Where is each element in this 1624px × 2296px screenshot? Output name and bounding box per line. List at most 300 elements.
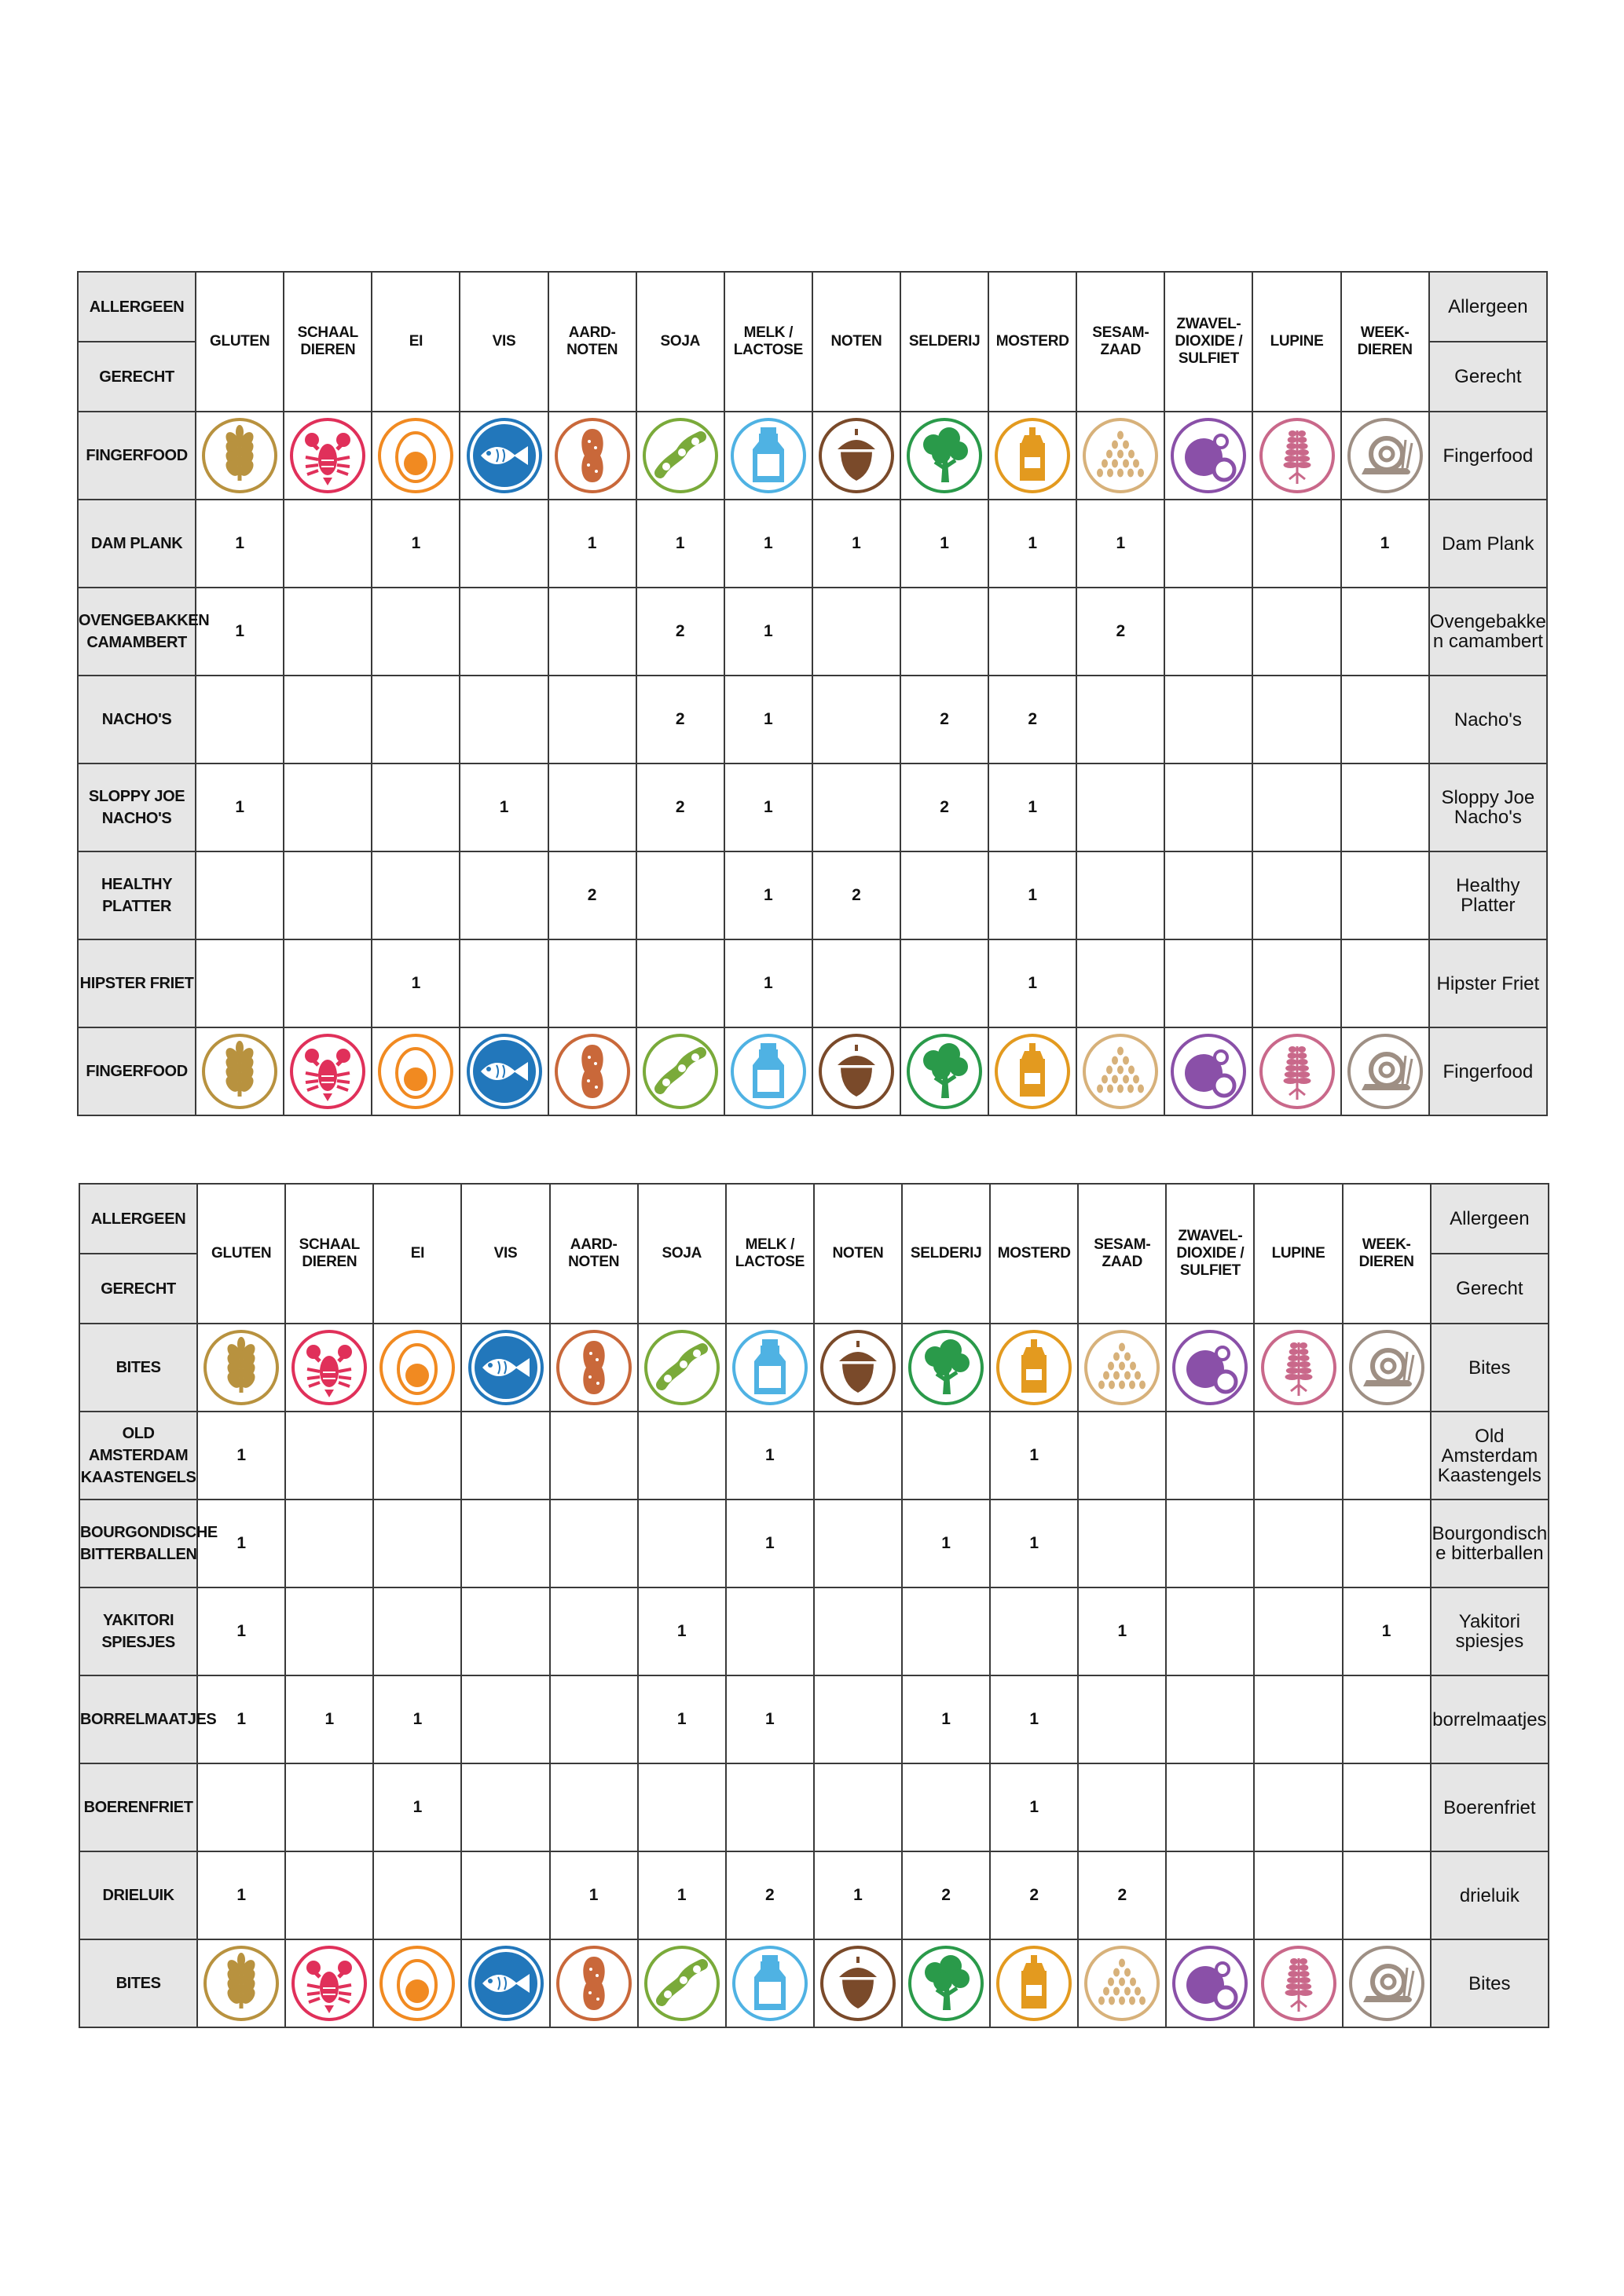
dish-name-right: Hipster Friet (1429, 939, 1547, 1027)
dish-row (79, 1500, 1549, 1587)
allergen-value-weekdieren (1343, 1675, 1431, 1763)
dish-name-right: drieluik (1431, 1851, 1549, 1939)
column-header-noten: NOTEN (812, 272, 900, 412)
dish-row (79, 1763, 1549, 1851)
dish-row (78, 500, 1547, 588)
allergen-value-sesamzaad (1078, 1500, 1166, 1587)
allergen-value-weekdieren (1343, 1500, 1431, 1587)
allergen-value-weekdieren (1343, 1763, 1431, 1851)
allergen-value-mosterd: 1 (988, 939, 1076, 1027)
allergen-value-gluten: 1 (196, 588, 284, 676)
column-header-aardnoten: AARD- NOTEN (548, 272, 636, 412)
egg-icon (373, 1939, 461, 2027)
allergen-value-lupine (1254, 1763, 1342, 1851)
allergen-value-mosterd (990, 1587, 1078, 1675)
gerecht-header-label-right: Gerecht (1429, 342, 1547, 412)
icon-row-bottom (79, 1939, 1549, 2027)
allergen-value-sesamzaad: 1 (1078, 1587, 1166, 1675)
allergen-value-gluten (196, 676, 284, 764)
allergen-value-zwaveldioxide (1164, 676, 1252, 764)
allergen-value-ei: 1 (373, 1675, 461, 1763)
allergeen-header-label-right: Allergeen (1429, 272, 1547, 342)
column-header-sesamzaad: SESAM- ZAAD (1078, 1184, 1166, 1324)
allergen-value-vis (460, 851, 548, 939)
allergen-value-mosterd: 1 (990, 1500, 1078, 1587)
egg-icon (372, 412, 460, 500)
allergen-value-vis (460, 500, 548, 588)
allergen-value-noten (812, 939, 900, 1027)
allergen-value-weekdieren (1341, 764, 1429, 851)
allergen-value-gluten: 1 (197, 1675, 285, 1763)
allergen-value-sesamzaad: 2 (1078, 1851, 1166, 1939)
column-header-weekdieren: WEEK- DIEREN (1341, 272, 1429, 412)
allergen-value-schaaldieren (285, 1500, 373, 1587)
allergen-value-lupine (1252, 851, 1340, 939)
allergen-value-aardnoten: 2 (548, 851, 636, 939)
fish-icon (461, 1939, 549, 2027)
lupine-flower-icon (1254, 1939, 1342, 2027)
sulphite-bubbles-icon (1166, 1324, 1254, 1412)
allergen-value-weekdieren (1341, 588, 1429, 676)
allergen-value-noten: 2 (812, 851, 900, 939)
allergen-value-soja (636, 851, 724, 939)
allergen-value-aardnoten (548, 939, 636, 1027)
allergen-value-selderij: 2 (902, 1851, 990, 1939)
column-header-schaaldieren: SCHAAL DIEREN (285, 1184, 373, 1324)
allergen-value-soja: 1 (636, 500, 724, 588)
allergen-value-schaaldieren (284, 676, 372, 764)
allergen-value-zwaveldioxide (1164, 588, 1252, 676)
column-header-vis: VIS (460, 272, 548, 412)
snail-icon (1341, 412, 1429, 500)
allergen-value-vis (461, 1763, 549, 1851)
allergen-value-schaaldieren (284, 764, 372, 851)
allergen-value-noten (812, 676, 900, 764)
sesame-icon (1078, 1324, 1166, 1412)
allergeen-header-label: ALLERGEEN (79, 1184, 197, 1254)
allergen-value-gluten (197, 1763, 285, 1851)
column-header-ei: EI (372, 272, 460, 412)
allergen-value-mosterd: 2 (990, 1851, 1078, 1939)
allergen-value-melk: 1 (724, 851, 812, 939)
allergen-value-zwaveldioxide (1164, 500, 1252, 588)
allergen-value-vis (461, 1412, 549, 1500)
allergen-value-schaaldieren (284, 588, 372, 676)
allergen-value-gluten: 1 (197, 1851, 285, 1939)
egg-icon (373, 1324, 461, 1412)
mustard-icon (990, 1324, 1078, 1412)
allergen-value-aardnoten (550, 1763, 638, 1851)
sesame-icon (1076, 1027, 1164, 1115)
allergen-value-vis (461, 1500, 549, 1587)
acorn-icon (812, 412, 900, 500)
dish-name-right: Ovengebakke n camambert (1429, 588, 1547, 676)
allergen-value-weekdieren (1341, 676, 1429, 764)
allergen-value-gluten: 1 (197, 1412, 285, 1500)
allergen-value-soja: 1 (638, 1851, 726, 1939)
column-header-zwaveldioxide: ZWAVEL- DIOXIDE / SULFIET (1166, 1184, 1254, 1324)
allergen-value-aardnoten: 1 (550, 1851, 638, 1939)
allergen-value-melk: 1 (724, 764, 812, 851)
lobster-icon (284, 1027, 372, 1115)
fish-icon (460, 412, 548, 500)
dish-row (78, 764, 1547, 851)
category-label: BITES (79, 1324, 197, 1412)
dish-name: NACHO'S (78, 676, 196, 764)
allergen-value-schaaldieren: 1 (285, 1675, 373, 1763)
sesame-icon (1076, 412, 1164, 500)
allergen-value-zwaveldioxide (1164, 851, 1252, 939)
allergen-value-vis (460, 939, 548, 1027)
header-row (78, 272, 1547, 342)
peanut-icon (550, 1939, 638, 2027)
allergen-value-sesamzaad (1078, 1412, 1166, 1500)
allergen-value-melk: 1 (726, 1675, 814, 1763)
allergen-value-ei: 1 (372, 500, 460, 588)
icon-row-top (79, 1324, 1549, 1412)
allergen-value-soja (638, 1500, 726, 1587)
dish-name: DAM PLANK (78, 500, 196, 588)
allergen-value-ei (373, 1500, 461, 1587)
allergen-value-noten: 1 (814, 1851, 902, 1939)
category-label-right: Fingerfood (1429, 412, 1547, 500)
allergen-value-gluten (196, 939, 284, 1027)
allergen-value-noten: 1 (812, 500, 900, 588)
column-header-aardnoten: AARD- NOTEN (550, 1184, 638, 1324)
allergen-value-zwaveldioxide (1166, 1500, 1254, 1587)
peanut-icon (548, 1027, 636, 1115)
allergen-value-ei: 1 (372, 939, 460, 1027)
allergen-value-gluten: 1 (196, 500, 284, 588)
milk-bottle-icon (724, 1027, 812, 1115)
allergen-value-soja (638, 1763, 726, 1851)
dish-name: BOERENFRIET (79, 1763, 197, 1851)
fish-icon (460, 1027, 548, 1115)
column-header-lupine: LUPINE (1254, 1184, 1342, 1324)
gerecht-header-label-right: Gerecht (1431, 1254, 1549, 1324)
allergen-value-ei: 1 (373, 1763, 461, 1851)
allergen-value-lupine (1254, 1851, 1342, 1939)
category-label: BITES (79, 1939, 197, 2027)
mustard-icon (988, 412, 1076, 500)
sulphite-bubbles-icon (1164, 1027, 1252, 1115)
allergen-value-aardnoten (550, 1587, 638, 1675)
allergen-value-aardnoten (548, 764, 636, 851)
column-header-mosterd: MOSTERD (990, 1184, 1078, 1324)
allergen-value-schaaldieren (285, 1587, 373, 1675)
allergen-value-gluten (196, 851, 284, 939)
dish-name-right: Sloppy Joe Nacho's (1429, 764, 1547, 851)
allergen-value-sesamzaad (1076, 851, 1164, 939)
dish-name-right: Nacho's (1429, 676, 1547, 764)
dish-row (79, 1412, 1549, 1500)
allergen-value-weekdieren (1343, 1412, 1431, 1500)
allergen-value-lupine (1254, 1412, 1342, 1500)
allergen-value-zwaveldioxide (1164, 939, 1252, 1027)
allergen-value-sesamzaad (1076, 764, 1164, 851)
allergen-value-sesamzaad: 2 (1076, 588, 1164, 676)
allergen-value-zwaveldioxide (1166, 1587, 1254, 1675)
allergen-value-gluten: 1 (197, 1587, 285, 1675)
column-header-lupine: LUPINE (1252, 272, 1340, 412)
dish-name-right: borrelmaatjes (1431, 1675, 1549, 1763)
column-header-melk: MELK / LACTOSE (724, 272, 812, 412)
allergen-value-noten (812, 588, 900, 676)
allergen-value-melk: 1 (726, 1412, 814, 1500)
dish-name: BORRELMAATJES (79, 1675, 197, 1763)
allergen-value-vis (461, 1851, 549, 1939)
lobster-icon (285, 1939, 373, 2027)
allergen-value-aardnoten: 1 (548, 500, 636, 588)
dish-name: BOURGONDISCHE BITTERBALLEN (79, 1500, 197, 1587)
mustard-icon (990, 1939, 1078, 2027)
allergen-value-vis (461, 1675, 549, 1763)
column-header-vis: VIS (461, 1184, 549, 1324)
allergen-value-lupine (1254, 1500, 1342, 1587)
dish-name: HEALTHY PLATTER (78, 851, 196, 939)
allergen-value-sesamzaad (1078, 1763, 1166, 1851)
allergen-value-noten (814, 1412, 902, 1500)
allergen-value-ei (373, 1587, 461, 1675)
allergen-value-soja: 1 (638, 1587, 726, 1675)
allergeen-header-label: ALLERGEEN (78, 272, 196, 342)
allergen-value-selderij: 1 (902, 1675, 990, 1763)
allergen-value-soja: 2 (636, 676, 724, 764)
dish-name: HIPSTER FRIET (78, 939, 196, 1027)
allergen-value-mosterd (988, 588, 1076, 676)
allergen-value-selderij (900, 939, 988, 1027)
allergen-value-weekdieren (1341, 939, 1429, 1027)
allergen-value-schaaldieren (284, 851, 372, 939)
allergen-value-aardnoten (548, 588, 636, 676)
sulphite-bubbles-icon (1166, 1939, 1254, 2027)
dish-name: SLOPPY JOE NACHO'S (78, 764, 196, 851)
allergen-value-zwaveldioxide (1166, 1675, 1254, 1763)
dish-name: YAKITORI SPIESJES (79, 1587, 197, 1675)
allergen-value-melk: 1 (726, 1500, 814, 1587)
lobster-icon (285, 1324, 373, 1412)
lupine-flower-icon (1252, 412, 1340, 500)
category-label-right: Bites (1431, 1324, 1549, 1412)
allergen-value-selderij (902, 1587, 990, 1675)
dish-row (79, 1587, 1549, 1675)
allergen-value-vis: 1 (460, 764, 548, 851)
column-header-soja: SOJA (638, 1184, 726, 1324)
icon-row-bottom (78, 1027, 1547, 1115)
dish-row (78, 939, 1547, 1027)
column-header-soja: SOJA (636, 272, 724, 412)
dish-name-right: Boerenfriet (1431, 1763, 1549, 1851)
category-label: FINGERFOOD (78, 412, 196, 500)
allergen-value-ei (372, 764, 460, 851)
peanut-icon (548, 412, 636, 500)
allergen-value-mosterd: 1 (988, 851, 1076, 939)
allergen-value-noten (812, 764, 900, 851)
allergen-value-gluten: 1 (197, 1500, 285, 1587)
allergen-value-zwaveldioxide (1164, 764, 1252, 851)
soybean-icon (638, 1324, 726, 1412)
allergen-value-sesamzaad (1076, 939, 1164, 1027)
allergen-value-mosterd: 1 (988, 500, 1076, 588)
allergen-value-noten (814, 1500, 902, 1587)
allergen-value-vis (460, 588, 548, 676)
allergen-value-zwaveldioxide (1166, 1412, 1254, 1500)
allergen-value-selderij (900, 588, 988, 676)
dish-name-right: Old Amsterdam Kaastengels (1431, 1412, 1549, 1500)
snail-icon (1343, 1939, 1431, 2027)
milk-bottle-icon (724, 412, 812, 500)
allergen-value-soja (636, 939, 724, 1027)
allergen-value-melk: 1 (724, 500, 812, 588)
allergen-value-ei (372, 588, 460, 676)
allergen-value-lupine (1252, 588, 1340, 676)
sulphite-bubbles-icon (1164, 412, 1252, 500)
lobster-icon (284, 412, 372, 500)
allergen-value-schaaldieren (285, 1851, 373, 1939)
allergen-value-melk: 1 (724, 939, 812, 1027)
lupine-flower-icon (1254, 1324, 1342, 1412)
allergen-value-noten (814, 1587, 902, 1675)
column-header-selderij: SELDERIJ (902, 1184, 990, 1324)
allergen-value-weekdieren (1341, 851, 1429, 939)
allergen-value-selderij: 2 (900, 676, 988, 764)
dish-row (78, 588, 1547, 676)
allergen-value-sesamzaad: 1 (1076, 500, 1164, 588)
allergen-value-melk: 1 (724, 676, 812, 764)
allergen-value-schaaldieren (285, 1763, 373, 1851)
column-header-selderij: SELDERIJ (900, 272, 988, 412)
allergen-value-selderij: 1 (900, 500, 988, 588)
allergen-value-ei (373, 1851, 461, 1939)
icon-row-top (78, 412, 1547, 500)
allergen-value-aardnoten (548, 676, 636, 764)
allergen-value-lupine (1254, 1587, 1342, 1675)
allergen-value-lupine (1252, 676, 1340, 764)
dish-name-right: Yakitori spiesjes (1431, 1587, 1549, 1675)
allergen-value-selderij (902, 1412, 990, 1500)
dish-name: OVENGEBAKKEN CAMAMBERT (78, 588, 196, 676)
allergen-value-mosterd: 1 (988, 764, 1076, 851)
soybean-icon (638, 1939, 726, 2027)
allergen-value-noten (814, 1763, 902, 1851)
dish-name-right: Bourgondisch e bitterballen (1431, 1500, 1549, 1587)
wheat-icon (196, 412, 284, 500)
wheat-icon (196, 1027, 284, 1115)
allergen-value-lupine (1252, 764, 1340, 851)
allergen-value-selderij (900, 851, 988, 939)
milk-bottle-icon (726, 1939, 814, 2027)
column-header-weekdieren: WEEK- DIEREN (1343, 1184, 1431, 1324)
dish-name-right: Dam Plank (1429, 500, 1547, 588)
mustard-icon (988, 1027, 1076, 1115)
dish-row (79, 1851, 1549, 1939)
allergen-value-melk (726, 1763, 814, 1851)
allergen-value-aardnoten (550, 1412, 638, 1500)
celery-icon (900, 1027, 988, 1115)
allergeen-header-label-right: Allergeen (1431, 1184, 1549, 1254)
allergen-table-fingerfood (77, 271, 1548, 1116)
allergen-value-schaaldieren (284, 500, 372, 588)
allergen-value-aardnoten (550, 1675, 638, 1763)
allergen-value-lupine (1252, 500, 1340, 588)
soybean-icon (636, 412, 724, 500)
soybean-icon (636, 1027, 724, 1115)
allergen-value-sesamzaad (1078, 1675, 1166, 1763)
allergen-value-ei (372, 851, 460, 939)
wheat-icon (197, 1324, 285, 1412)
allergen-value-weekdieren (1343, 1851, 1431, 1939)
celery-icon (900, 412, 988, 500)
allergen-value-mosterd: 1 (990, 1675, 1078, 1763)
header-row (79, 1184, 1549, 1254)
dish-row (78, 676, 1547, 764)
column-header-melk: MELK / LACTOSE (726, 1184, 814, 1324)
allergen-value-schaaldieren (285, 1412, 373, 1500)
acorn-icon (812, 1027, 900, 1115)
allergen-value-ei (372, 676, 460, 764)
celery-icon (902, 1324, 990, 1412)
allergen-value-melk: 2 (726, 1851, 814, 1939)
allergen-value-selderij (902, 1763, 990, 1851)
allergen-value-gluten: 1 (196, 764, 284, 851)
allergen-value-selderij: 1 (902, 1500, 990, 1587)
column-header-noten: NOTEN (814, 1184, 902, 1324)
allergen-value-soja: 1 (638, 1675, 726, 1763)
allergen-value-selderij: 2 (900, 764, 988, 851)
allergen-table-bites (79, 1183, 1549, 2028)
fish-icon (461, 1324, 549, 1412)
allergen-value-soja: 2 (636, 764, 724, 851)
dish-name: OLD AMSTERDAM KAASTENGELS (79, 1412, 197, 1500)
allergen-value-mosterd: 2 (988, 676, 1076, 764)
column-header-schaaldieren: SCHAAL DIEREN (284, 272, 372, 412)
wheat-icon (197, 1939, 285, 2027)
allergen-value-aardnoten (550, 1500, 638, 1587)
allergen-value-soja (638, 1412, 726, 1500)
peanut-icon (550, 1324, 638, 1412)
allergen-value-zwaveldioxide (1166, 1763, 1254, 1851)
allergen-value-lupine (1254, 1675, 1342, 1763)
column-header-zwaveldioxide: ZWAVEL- DIOXIDE / SULFIET (1164, 272, 1252, 412)
category-label-right: Fingerfood (1429, 1027, 1547, 1115)
allergen-value-mosterd: 1 (990, 1763, 1078, 1851)
allergen-value-mosterd: 1 (990, 1412, 1078, 1500)
allergen-value-ei (373, 1412, 461, 1500)
dish-row (78, 851, 1547, 939)
gerecht-header-label: GERECHT (79, 1254, 197, 1324)
acorn-icon (814, 1324, 902, 1412)
egg-icon (372, 1027, 460, 1115)
allergen-value-sesamzaad (1076, 676, 1164, 764)
sesame-icon (1078, 1939, 1166, 2027)
allergen-value-vis (460, 676, 548, 764)
column-header-ei: EI (373, 1184, 461, 1324)
dish-name: DRIELUIK (79, 1851, 197, 1939)
allergen-value-schaaldieren (284, 939, 372, 1027)
allergen-value-vis (461, 1587, 549, 1675)
column-header-gluten: GLUTEN (196, 272, 284, 412)
milk-bottle-icon (726, 1324, 814, 1412)
column-header-gluten: GLUTEN (197, 1184, 285, 1324)
allergen-value-soja: 2 (636, 588, 724, 676)
snail-icon (1343, 1324, 1431, 1412)
dish-name-right: Healthy Platter (1429, 851, 1547, 939)
allergen-value-weekdieren: 1 (1341, 500, 1429, 588)
acorn-icon (814, 1939, 902, 2027)
category-label: FINGERFOOD (78, 1027, 196, 1115)
category-label-right: Bites (1431, 1939, 1549, 2027)
allergen-value-melk (726, 1587, 814, 1675)
